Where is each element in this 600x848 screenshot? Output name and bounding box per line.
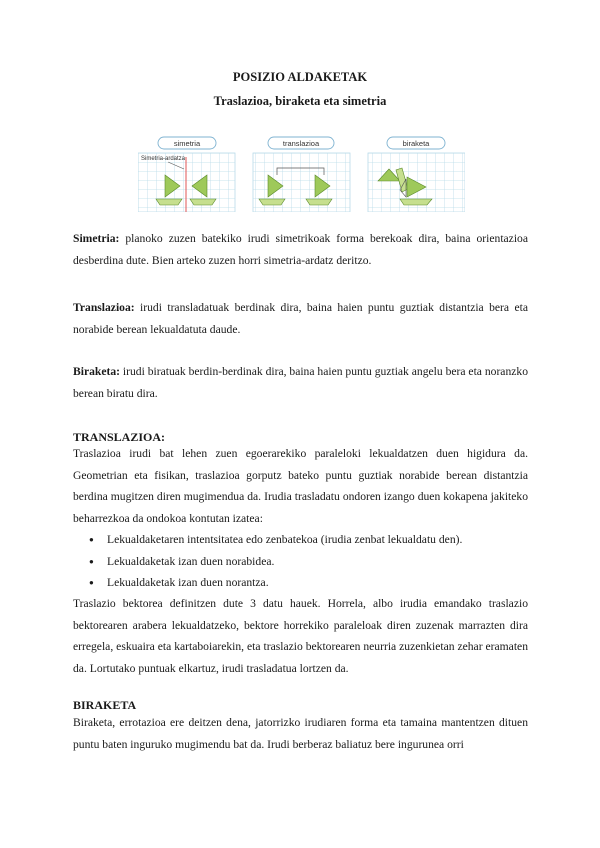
definition-text: irudi biratuak berdin-berdinak dira, baina haien puntu guztiak angelu bera eta noranzko berean biratu dira. xyxy=(73,365,528,400)
list-item: ● Lekualdaketak izan duen norantza. xyxy=(73,572,528,594)
definition-text: planoko zuzen batekiko irudi simetrikoak forma berekoak dira, baina orientazioa desberdina dute. Bien arteko zuzen horri simetria-ardatz deritzo. xyxy=(73,232,528,267)
translation-requirements-list xyxy=(73,529,528,594)
sailboat-hull-rotated xyxy=(400,199,432,205)
definition-rotation xyxy=(73,361,528,404)
rotation-body: Biraketa, errotazioa ere deitzen dena, jatorrizko irudiaren forma eta tamaina mantentzen dituen puntu baten inguruko mugimendu bat da. Irudi berberaz baliatuz bere ingurunea orri xyxy=(73,716,528,751)
sailboat-hull-mirrored xyxy=(190,199,216,205)
definition-text: irudi transladatuak berdinak dira, baina haien puntu guztiak distantzia bera eta norabide berean lekualdatuta daude. xyxy=(73,301,528,336)
section-heading-translation: TRANSLAZIOA: xyxy=(73,430,166,444)
translation-intro: Traslazioa irudi bat lehen zuen egoerarekiko paraleloki lekualdatzen duen higidura da. Geometrian eta fisikan, traslazioa gorputz bateko puntu guztiak norabide berean distantzia berdina mugitzen diren mugimendua da. Irudia trasladatu ondoren izango duen kokapena jakiteko beharrezkoa da ondokoa kontutan izatea: xyxy=(73,447,528,525)
section-heading-rotation: BIRAKETA xyxy=(73,698,137,712)
symmetry-panel xyxy=(138,137,235,212)
sailboat-hull-original xyxy=(156,199,182,205)
rotation-panel xyxy=(368,137,465,212)
sailboat-hull-original xyxy=(259,199,285,205)
definition-symmetry xyxy=(73,228,528,271)
translation-panel xyxy=(253,137,350,212)
sailboat-hull-translated xyxy=(306,199,332,205)
definition-term: Translazioa: xyxy=(73,301,135,314)
position-change-illustration xyxy=(138,135,465,212)
list-item: ● Lekualdaketak izan duen norabidea. xyxy=(73,551,528,573)
definition-term: Biraketa: xyxy=(73,365,121,378)
document-title: POSIZIO ALDAKETAK xyxy=(232,70,368,84)
symmetry-label: simetria xyxy=(173,139,201,148)
rotation-label: biraketa xyxy=(402,139,430,148)
document-subtitle: Traslazioa, biraketa eta simetria xyxy=(213,94,387,108)
list-item: ● Lekualdaketaren intentsitatea edo zenbatekoa (irudia zenbat lekualdatu den). xyxy=(73,529,528,551)
symmetry-axis-label: Simetria-ardatza xyxy=(141,156,186,162)
definition-term: Simetria: xyxy=(73,232,120,245)
translation-body: Traslazio bektorea definitzen dute 3 datu hauek. Horrela, albo irudia emandako traslazio bektorearen arabera lekualdatzeko, bektore horrekiko paraleloak diren zuzenak marrazten dira erregela, eskuaira eta kartaboiarekin, eta traslazio bektorearen neurria zuzenkietan zehar eramaten da. Lortutako puntuak elkartuz, irudi trasladatua lortzen da. xyxy=(73,597,528,675)
translation-label: translazioa xyxy=(282,139,320,148)
definition-translation xyxy=(73,297,528,340)
